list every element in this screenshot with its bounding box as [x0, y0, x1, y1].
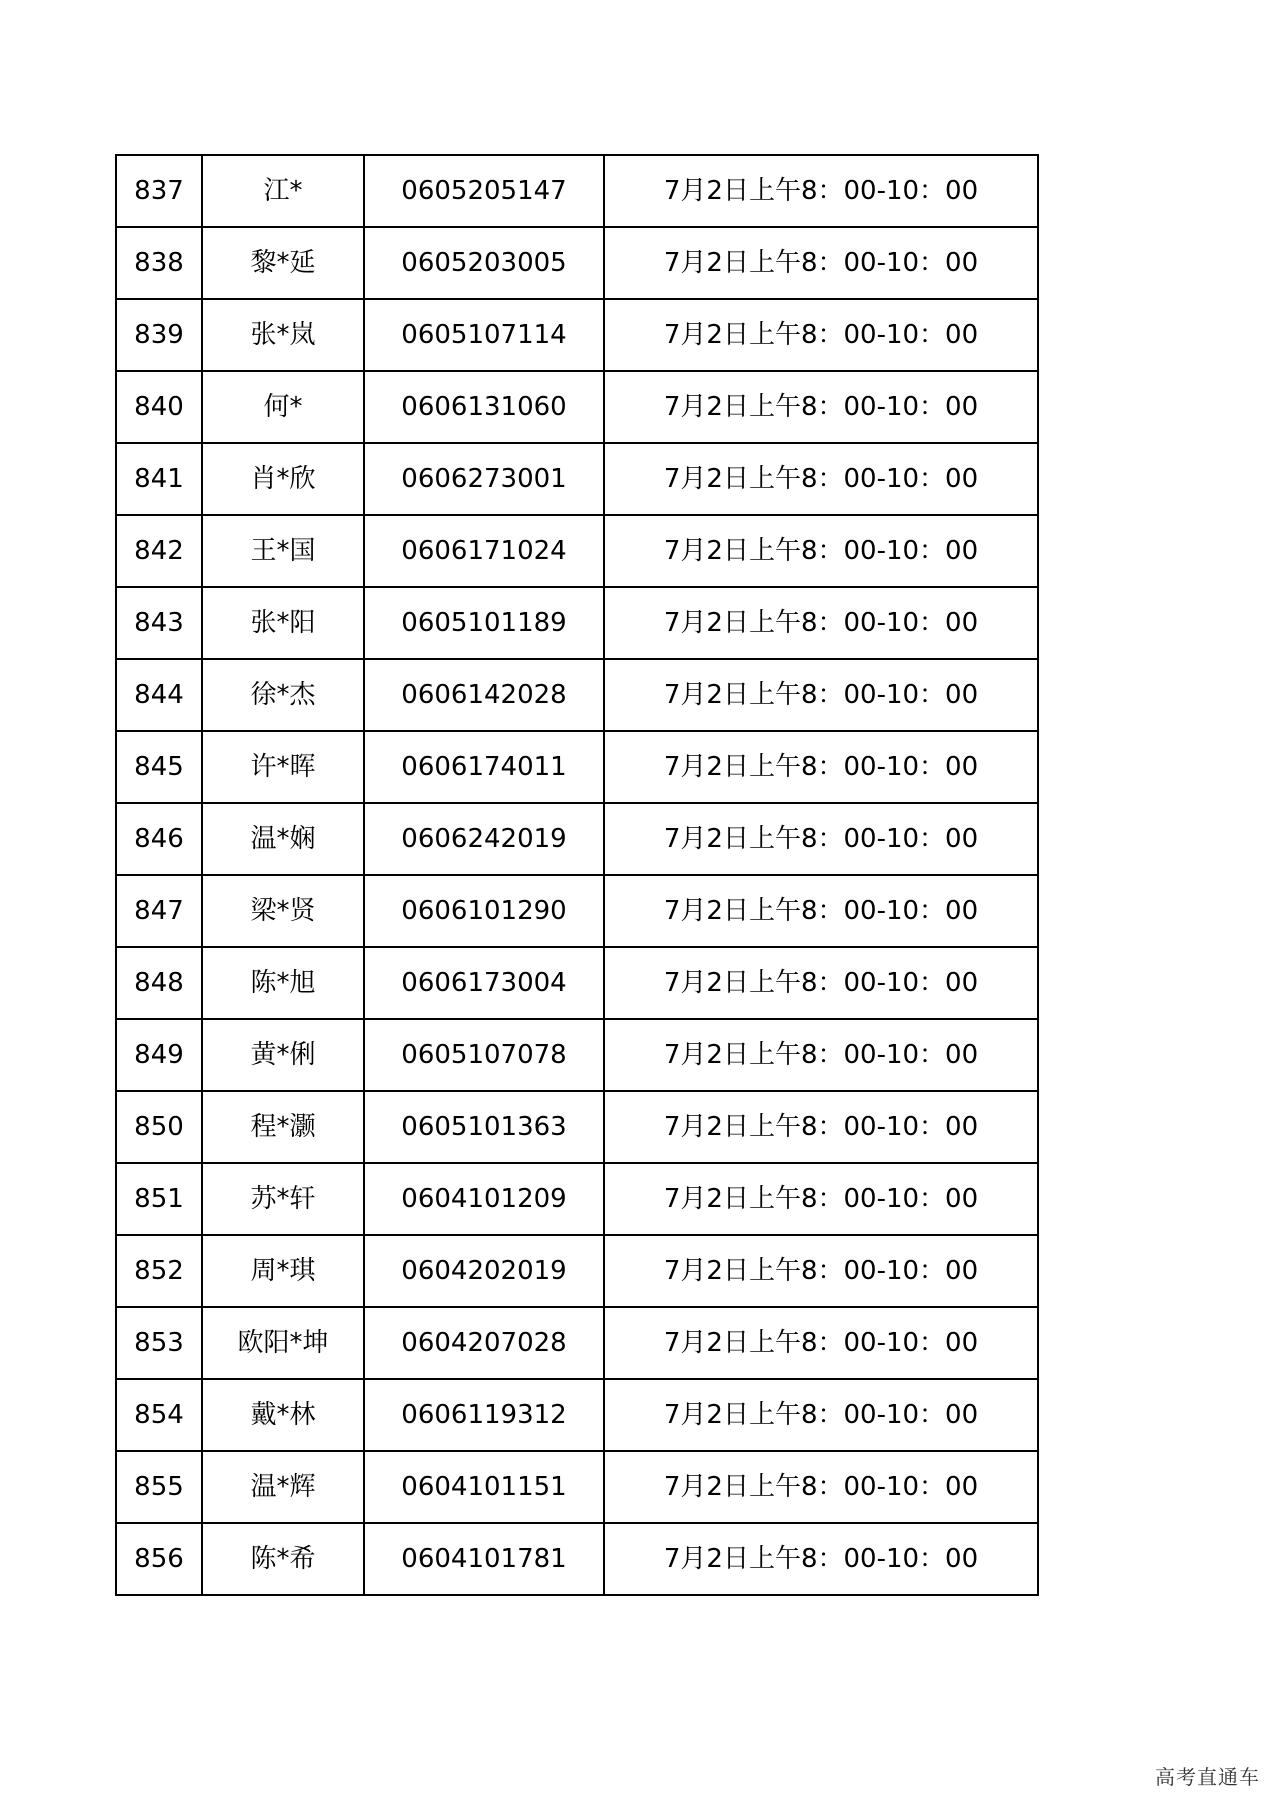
id-cell: 0606173004 [364, 947, 604, 1019]
table-row [116, 227, 1038, 299]
id-cell: 0604101781 [364, 1523, 604, 1595]
table-row [116, 515, 1038, 587]
seq-cell: 855 [116, 1451, 202, 1523]
time-cell: 7月2日上午8：00-10：00 [604, 803, 1038, 875]
name-cell: 张*阳 [202, 587, 364, 659]
id-cell: 0605107114 [364, 299, 604, 371]
time-cell: 7月2日上午8：00-10：00 [604, 1019, 1038, 1091]
name-cell: 苏*轩 [202, 1163, 364, 1235]
table-row [116, 155, 1038, 227]
name-cell: 肖*欣 [202, 443, 364, 515]
id-cell: 0606142028 [364, 659, 604, 731]
seq-cell: 853 [116, 1307, 202, 1379]
name-cell: 周*琪 [202, 1235, 364, 1307]
time-cell: 7月2日上午8：00-10：00 [604, 1523, 1038, 1595]
table-row [116, 1379, 1038, 1451]
name-cell: 欧阳*坤 [202, 1307, 364, 1379]
name-cell: 许*晖 [202, 731, 364, 803]
table-row [116, 1019, 1038, 1091]
name-cell: 徐*杰 [202, 659, 364, 731]
time-cell: 7月2日上午8：00-10：00 [604, 1379, 1038, 1451]
time-cell: 7月2日上午8：00-10：00 [604, 299, 1038, 371]
name-cell: 温*辉 [202, 1451, 364, 1523]
name-cell: 王*国 [202, 515, 364, 587]
time-cell: 7月2日上午8：00-10：00 [604, 587, 1038, 659]
seq-cell: 839 [116, 299, 202, 371]
seq-cell: 837 [116, 155, 202, 227]
table-row [116, 1523, 1038, 1595]
time-cell: 7月2日上午8：00-10：00 [604, 443, 1038, 515]
time-cell: 7月2日上午8：00-10：00 [604, 1091, 1038, 1163]
name-cell: 江* [202, 155, 364, 227]
seq-cell: 845 [116, 731, 202, 803]
seq-cell: 851 [116, 1163, 202, 1235]
id-cell: 0604207028 [364, 1307, 604, 1379]
time-cell: 7月2日上午8：00-10：00 [604, 155, 1038, 227]
id-cell: 0605107078 [364, 1019, 604, 1091]
table-row [116, 1451, 1038, 1523]
id-cell: 0605101189 [364, 587, 604, 659]
id-cell: 0606101290 [364, 875, 604, 947]
table-row [116, 1235, 1038, 1307]
time-cell: 7月2日上午8：00-10：00 [604, 731, 1038, 803]
table-row [116, 443, 1038, 515]
watermark-text: 高考直通车 [1155, 1765, 1260, 1789]
table-row [116, 731, 1038, 803]
time-cell: 7月2日上午8：00-10：00 [604, 1163, 1038, 1235]
seq-cell: 856 [116, 1523, 202, 1595]
table-row [116, 875, 1038, 947]
name-cell: 戴*林 [202, 1379, 364, 1451]
time-cell: 7月2日上午8：00-10：00 [604, 1451, 1038, 1523]
seq-cell: 847 [116, 875, 202, 947]
time-cell: 7月2日上午8：00-10：00 [604, 659, 1038, 731]
table-row [116, 947, 1038, 1019]
table-body [116, 155, 1038, 1595]
table-row [116, 299, 1038, 371]
id-cell: 0606171024 [364, 515, 604, 587]
time-cell: 7月2日上午8：00-10：00 [604, 875, 1038, 947]
schedule-table [115, 154, 1039, 1596]
seq-cell: 850 [116, 1091, 202, 1163]
seq-cell: 854 [116, 1379, 202, 1451]
seq-cell: 846 [116, 803, 202, 875]
table-row [116, 587, 1038, 659]
time-cell: 7月2日上午8：00-10：00 [604, 947, 1038, 1019]
name-cell: 黎*延 [202, 227, 364, 299]
id-cell: 0605205147 [364, 155, 604, 227]
table-row [116, 803, 1038, 875]
seq-cell: 849 [116, 1019, 202, 1091]
time-cell: 7月2日上午8：00-10：00 [604, 515, 1038, 587]
table-row [116, 1091, 1038, 1163]
id-cell: 0605203005 [364, 227, 604, 299]
name-cell: 温*娴 [202, 803, 364, 875]
name-cell: 陈*旭 [202, 947, 364, 1019]
table-row [116, 1307, 1038, 1379]
id-cell: 0606242019 [364, 803, 604, 875]
table-row [116, 371, 1038, 443]
table-row [116, 1163, 1038, 1235]
name-cell: 陈*希 [202, 1523, 364, 1595]
seq-cell: 843 [116, 587, 202, 659]
time-cell: 7月2日上午8：00-10：00 [604, 227, 1038, 299]
id-cell: 0605101363 [364, 1091, 604, 1163]
seq-cell: 838 [116, 227, 202, 299]
name-cell: 程*灏 [202, 1091, 364, 1163]
time-cell: 7月2日上午8：00-10：00 [604, 1307, 1038, 1379]
id-cell: 0604101151 [364, 1451, 604, 1523]
id-cell: 0606119312 [364, 1379, 604, 1451]
seq-cell: 848 [116, 947, 202, 1019]
id-cell: 0606273001 [364, 443, 604, 515]
seq-cell: 842 [116, 515, 202, 587]
table-row [116, 659, 1038, 731]
id-cell: 0604202019 [364, 1235, 604, 1307]
id-cell: 0604101209 [364, 1163, 604, 1235]
seq-cell: 840 [116, 371, 202, 443]
name-cell: 张*岚 [202, 299, 364, 371]
time-cell: 7月2日上午8：00-10：00 [604, 371, 1038, 443]
id-cell: 0606174011 [364, 731, 604, 803]
time-cell: 7月2日上午8：00-10：00 [604, 1235, 1038, 1307]
name-cell: 黄*俐 [202, 1019, 364, 1091]
seq-cell: 852 [116, 1235, 202, 1307]
name-cell: 梁*贤 [202, 875, 364, 947]
seq-cell: 844 [116, 659, 202, 731]
id-cell: 0606131060 [364, 371, 604, 443]
name-cell: 何* [202, 371, 364, 443]
seq-cell: 841 [116, 443, 202, 515]
